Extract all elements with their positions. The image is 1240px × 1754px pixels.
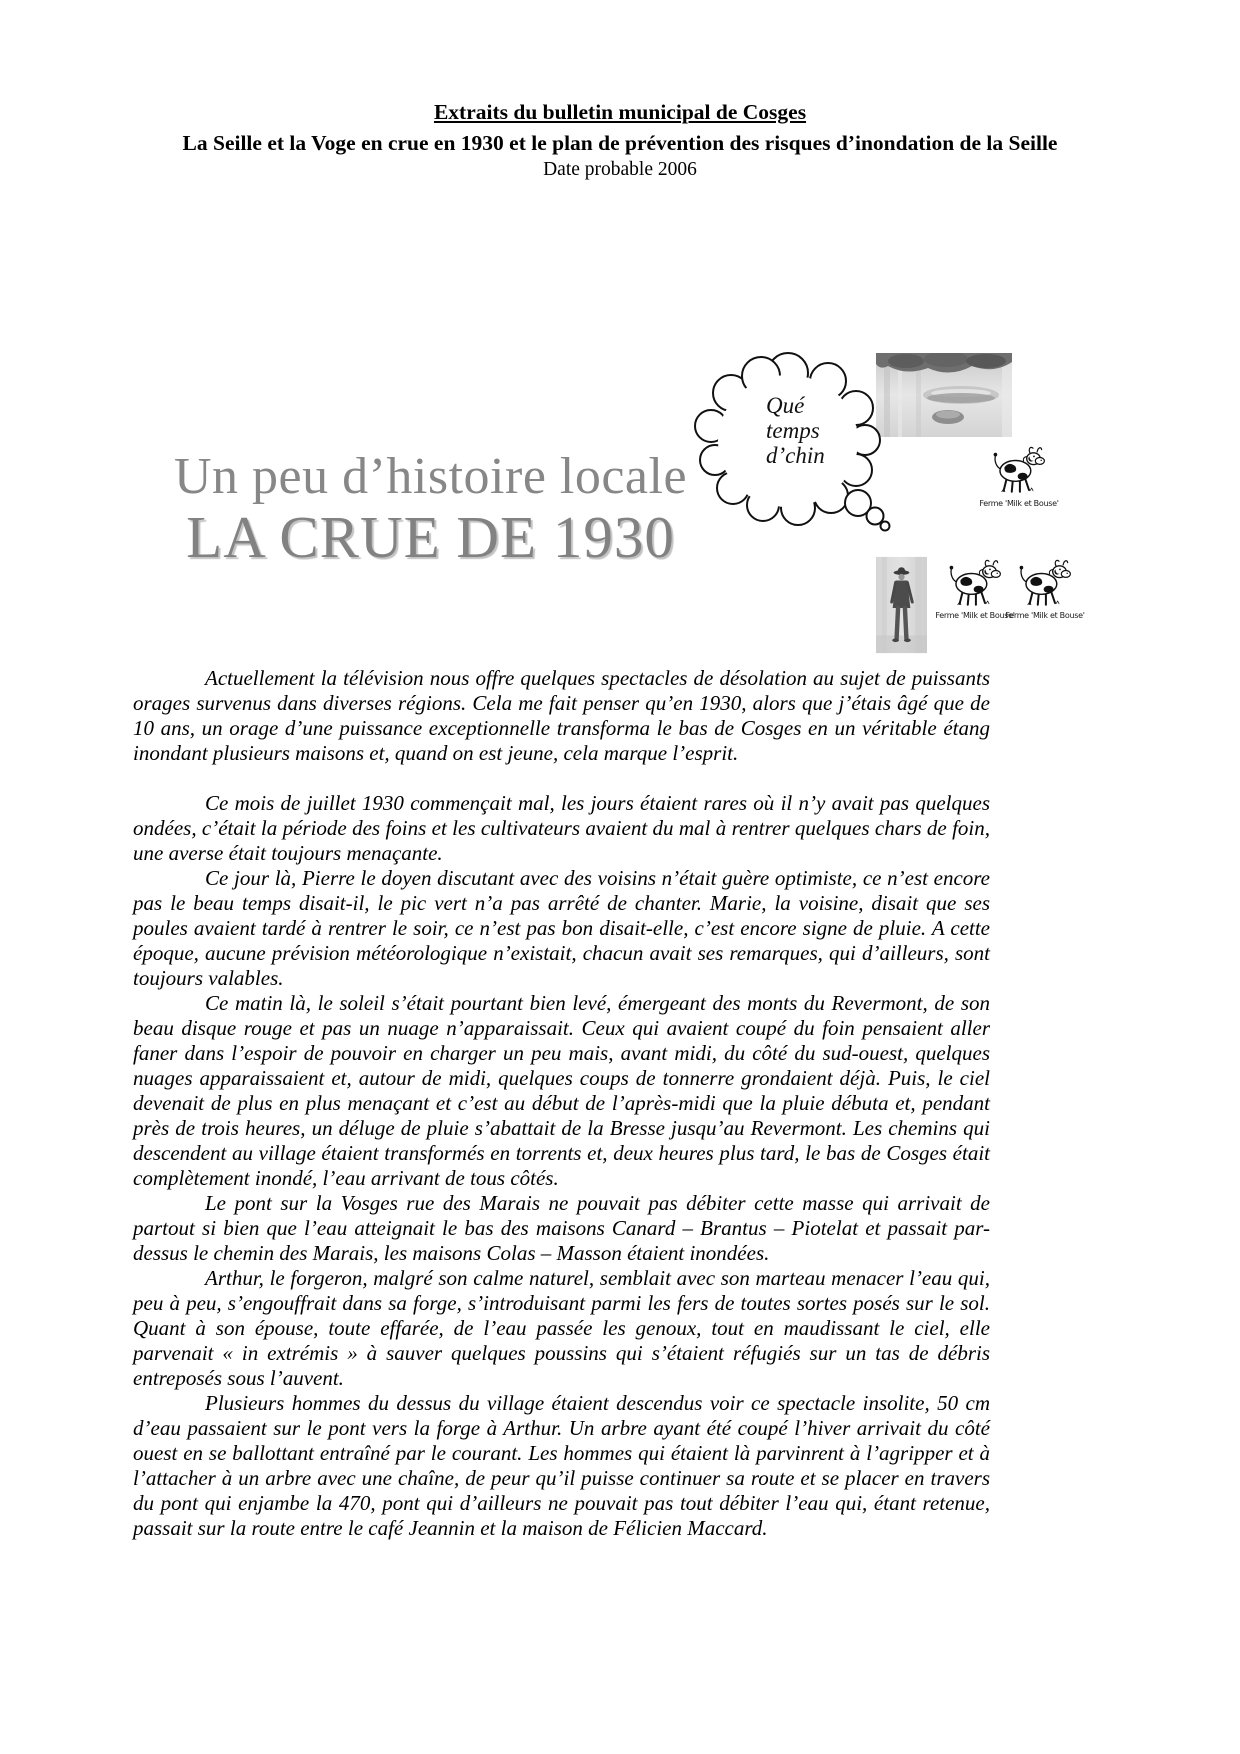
paragraph-2: Ce mois de juillet 1930 commençait mal, les jours étaient rares où il n’y avait pas quelques ondées, c’était la période des foins et les cultivateurs avaient du mal à rentrer quelques chars de foin, une averse était toujours menaçante. — [133, 791, 990, 865]
farm-caption: Ferme 'Milk et Bouse' — [979, 499, 1059, 508]
header — [0, 100, 1240, 181]
cow-cartoon — [990, 444, 1048, 496]
cow-cartoon — [946, 557, 1004, 609]
farm-caption: Ferme 'Milk et Bouse' — [1005, 611, 1085, 620]
paragraph-6: Arthur, le forgeron, malgré son calme naturel, semblait avec son marteau menacer l’eau qui, peu à peu, s’engouffrait dans sa forge, s’introduisant parmi les fers de toutes sortes posés sur le sol. Quant à son épouse, toute effarée, de l’eau passée les genoux, tout en maudissant le ciel, elle parvenait « in extrémis » à sauver quelques poussins qui s’étaient réfugiés sur un tas de débris entreposés sous l’auvent. — [133, 1266, 990, 1390]
article-body — [133, 666, 990, 1541]
bubble-text-line3: d’chin — [766, 443, 825, 468]
paragraph-1: Actuellement la télévision nous offre quelques spectacles de désolation au sujet de puissants orages survenus dans diverses régions. Cela me fait penser qu’en 1930, alors que j’étais âgé que de 10 ans, un orage d’une puissance exceptionnelle transforma le bas de Cosges en un véritable étang inondant plusieurs maisons et, quand on est jeune, cela marque l’esprit. — [133, 666, 990, 765]
section-title-line1: Un peu d’histoire locale — [173, 448, 688, 505]
thought-bubble — [693, 348, 898, 545]
farm-caption: Ferme 'Milk et Bouse' — [935, 611, 1015, 620]
document-title: Extraits du bulletin municipal de Cosges — [433, 100, 807, 124]
section-title-line2: LA CRUE DE 1930 — [186, 504, 675, 570]
paragraph-5: Le pont sur la Vosges rue des Marais ne pouvait pas débiter cette masse qui arrivait de partout si bien que l’eau atteignait le bas des maisons Canard – Brantus – Piotelat et passait par-dessus le chemin des Marais, les maisons Colas – Masson étaient inondées. — [133, 1191, 990, 1265]
farmer-photo — [876, 556, 927, 654]
bubble-text-line1: Qué — [766, 393, 805, 418]
document-subtitle: La Seille et la Voge en crue en 1930 et le plan de prévention des risques d’inondation de la Seille — [182, 131, 1058, 155]
paragraph-7: Plusieurs hommes du dessus du village étaient descendus voir ce spectacle insolite, 50 cm d’eau passaient sur le pont vers la forge à Arthur. Un arbre ayant été coupé l’hiver arrivait du côté ouest en se ballottant entraîné par le courant. Les hommes qui étaient là parvinrent à l’agripper et à l’attacher à un arbre avec une chaîne, de peur qu’il puisse continuer sa route et se placer en travers du pont qui enjambe la 470, pont qui d’ailleurs ne pouvait pas tout débiter l’eau qui, étant retenue, passait sur la route entre le café Jeannin et la maison de Félicien Maccard. — [133, 1391, 990, 1540]
cow-cartoon — [1016, 557, 1074, 609]
section-title — [158, 448, 703, 568]
paragraph-4: Ce matin là, le soleil s’était pourtant bien levé, émergeant des monts du Revermont, de son beau disque rouge et pas un nuage n’apparaissait. Ceux qui avaient coupé du foin pensaient aller faner dans l’espoir de pouvoir en charger un peu mais, avant midi, du côté du sud-ouest, quelques nuages apparaissaient et, autour de midi, quelques coups de tonnerre grondaient déjà. Puis, le ciel devenait de plus en plus menaçant et c’est au début de l’après-midi que la pluie débuta et, pendant près de trois heures, un déluge de pluie s’abattait de la Bresse jusqu’au Revermont. Les chemins qui descendent au village étaient transformés en torrents et, deux heures plus tard, le bas de Cosges était complètement inondé, l’eau arrivant de tous côtés. — [133, 991, 990, 1190]
bubble-text-line2: temps — [766, 418, 820, 443]
paragraph-3: Ce jour là, Pierre le doyen discutant avec des voisins n’était guère optimiste, ce n’est encore pas le beau temps disait-il, le pic vert n’a pas arrêté de chanter. Marie, la voisine, disait que ses poules avaient tardé à rentrer le soir, ce n’est pas bon disait-elle, c’est encore signe de pluie. A cette époque, aucune prévision météorologique n’existait, chacun avait ses remarques, qui d’ailleurs, sont toujours valables. — [133, 866, 990, 990]
date-note: Date probable 2006 — [543, 159, 697, 180]
